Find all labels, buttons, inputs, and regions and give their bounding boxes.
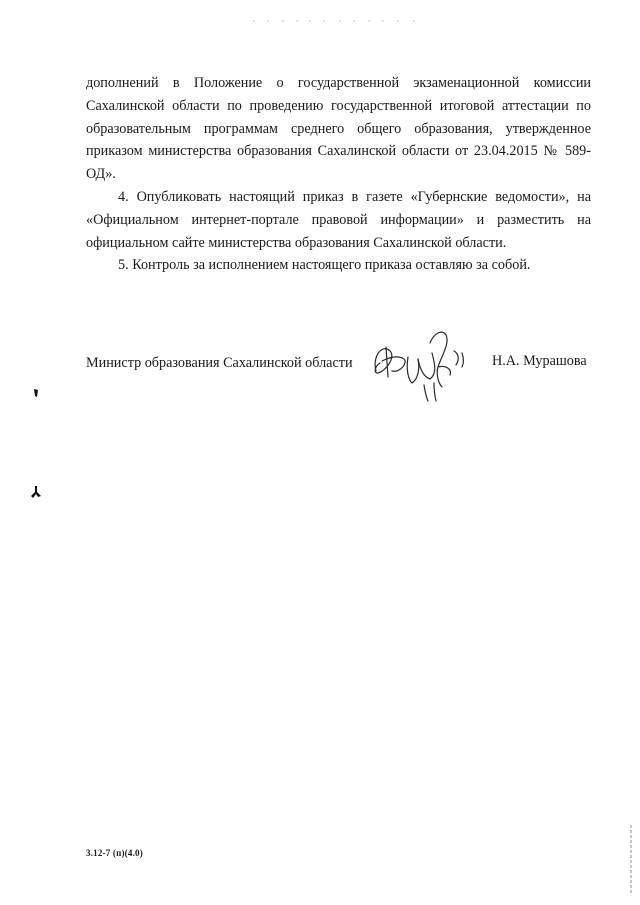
page-edge-shadow <box>628 825 634 895</box>
scan-artifact-dots <box>250 18 420 24</box>
text-line: 5. Контроль за исполнением настоящего приказа оставляю за собой. <box>118 257 531 274</box>
handwritten-signature <box>368 313 478 403</box>
document-body <box>86 72 591 277</box>
paragraph-continuation <box>86 72 591 186</box>
signatory-name: Н.А. Мурашова <box>492 353 587 369</box>
text-line: образовательным программам среднего общего образования, утвержденное <box>86 120 591 137</box>
text-line: официальном сайте министерства образования Сахалинской области. <box>86 234 507 251</box>
text-line: приказом министерства образования Сахалинской области от 23.04.2015 № 589- <box>86 143 591 160</box>
footer-document-code: 3.12-7 (п)(4.0) <box>86 848 143 858</box>
signature-block <box>86 353 591 393</box>
scan-mark <box>30 485 42 499</box>
text-line: дополнений в Положение о государственной экзаменационной комиссии <box>86 75 591 91</box>
text-line: 4. Опубликовать настоящий приказ в газете «Губернские ведомости», на <box>118 188 591 205</box>
scan-mark <box>32 388 40 398</box>
text-line: «Официальном интернет-портале правовой информации» и разместить на <box>86 211 591 228</box>
text-line: Сахалинской области по проведению государственной итоговой аттестации по <box>86 97 591 114</box>
paragraph-item-4 <box>86 186 591 254</box>
paragraph-item-5 <box>86 254 591 277</box>
text-line: ОД». <box>86 166 116 183</box>
signatory-title: Министр образования Сахалинской области <box>86 355 353 371</box>
